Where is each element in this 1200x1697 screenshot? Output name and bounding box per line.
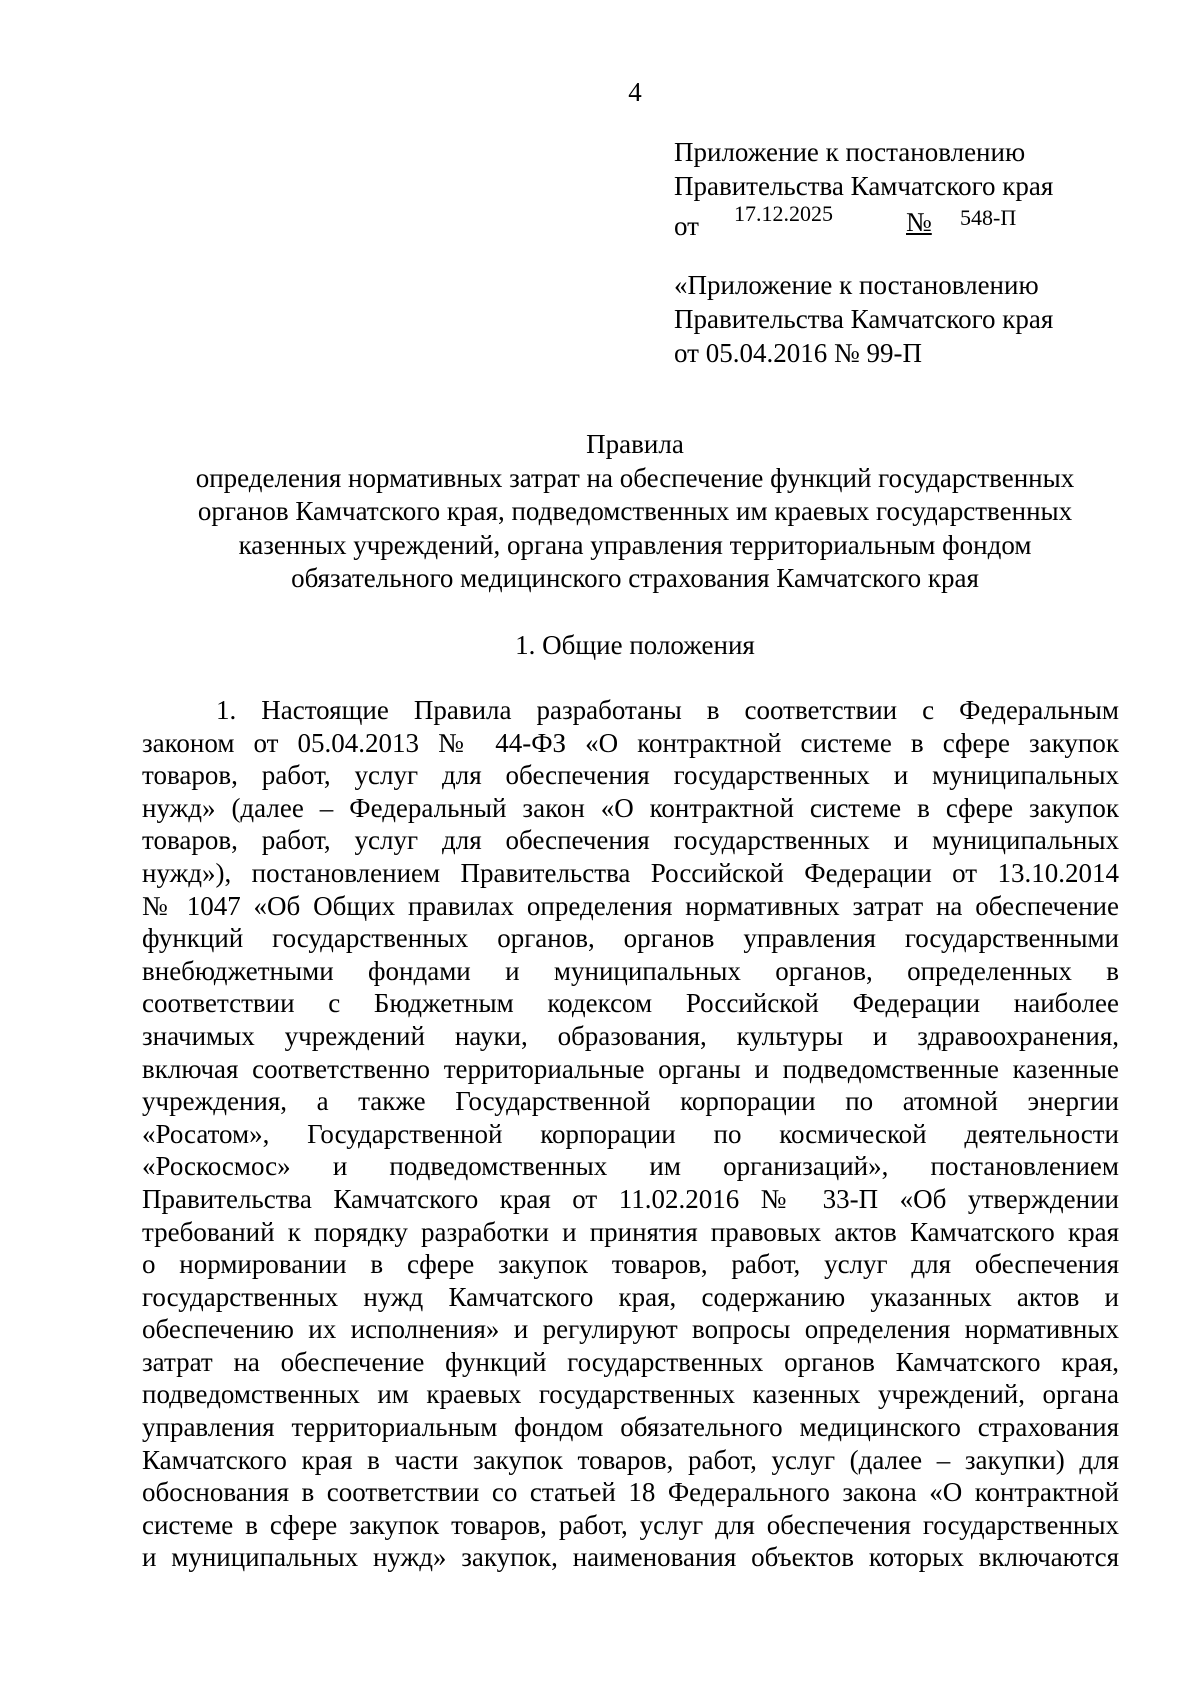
paragraph-line: учреждения, а также Государственной корпорации по атомной энергии [142,1086,1119,1117]
page-number: 4 [628,77,642,107]
paragraph-line: нужд» (далее – Федеральный закон «О контрактной системе в сфере закупок [142,792,1119,823]
section-heading: 1. Общие положения [515,630,755,660]
paragraph-line: товаров, работ, услуг для обеспечения государственных и муниципальных [142,760,1119,791]
appendix-line-1: Приложение к постановлению [674,137,1026,167]
paragraph-line: значимых учреждений науки, образования, культуры и здравоохранения, [142,1020,1119,1051]
appendix-number-label: № [906,207,932,237]
title-line: обязательного медицинского страхования Камчатского края [291,563,979,593]
original-appendix-line-3: от 05.04.2016 № 99-П [674,338,922,368]
paragraph-line: и муниципальных нужд» закупок, наименования объектов которых включаются [142,1542,1119,1573]
paragraph-line: Правительства Камчатского края от 11.02.2016 № 33-П «Об утверждении [142,1183,1119,1214]
appendix-date-number-row [674,203,1053,243]
paragraph-line: требований к порядку разработки и принятия правовых актов Камчатского края [142,1216,1119,1247]
paragraph-line: Камчатского края в части закупок товаров, работ, услуг (далее – закупки) для [142,1444,1119,1475]
paragraph-line: товаров, работ, услуг для обеспечения государственных и муниципальных [142,825,1119,856]
paragraph-line: функций государственных органов, органов управления государственными [142,923,1119,954]
paragraph-line: системе в сфере закупок товаров, работ, услуг для обеспечения государственных [142,1509,1119,1540]
original-appendix-header [674,268,1053,370]
paragraph-line: управления территориальным фондом обязательного медицинского страхования [142,1412,1119,1443]
title-line: органов Камчатского края, подведомственных им краевых государственных [197,496,1073,526]
paragraph-line: законом от 05.04.2013 № 44-ФЗ «О контрактной системе в сфере закупок [142,727,1119,758]
paragraph-line: соответствии с Бюджетным кодексом Российской Федерации наиболее [142,988,1119,1019]
title-heading: Правила [586,429,684,459]
appendix-date: 17.12.2025 [734,201,833,226]
paragraph-line: включая соответственно территориальные органы и подведомственные казенные [142,1053,1119,1084]
paragraph-line: «Росатом», Государственной корпорации по космической деятельности [142,1118,1119,1149]
paragraph-line: о нормировании в сфере закупок товаров, работ, услуг для обеспечения [142,1249,1119,1280]
paragraph-line: затрат на обеспечение функций государственных органов Камчатского края, [142,1346,1119,1377]
title-line: казенных учреждений, органа управления территориальным фондом [238,529,1032,560]
paragraph-line: обеспечению их исполнения» и регулируют вопросы определения нормативных [142,1314,1119,1345]
original-appendix-line-1: «Приложение к постановлению [674,270,1039,300]
paragraph-line: государственных нужд Камчатского края, содержанию указанных актов и [142,1281,1119,1312]
paragraph-line: внебюджетными фондами и муниципальных органов, определенных в [142,955,1119,986]
appendix-line-2: Правительства Камчатского края [674,171,1054,201]
paragraph-line: нужд»), постановлением Правительства Российской Федерации от 13.10.2014 [142,857,1119,888]
paragraph-line: подведомственных им краевых государственных казенных учреждений, органа [142,1379,1119,1410]
appendix-header [674,135,1053,243]
paragraph-line: обоснования в соответствии со статьей 18 Федерального закона «О контрактной [142,1477,1119,1508]
appendix-number: 548-П [960,205,1017,230]
title-line: определения нормативных затрат на обеспечение функций государственных [195,462,1075,493]
paragraph-line: № 1047 «Об Общих правилах определения нормативных затрат на обеспечение [142,890,1119,921]
appendix-ot-label: от [674,211,699,241]
document-title [130,428,1140,596]
original-appendix-line-2: Правительства Камчатского края [674,304,1054,334]
paragraph-line: «Роскосмос» и подведомственных им организаций», постановлением [142,1151,1119,1182]
paragraph-line: 1. Настоящие Правила разработаны в соответствии с Федеральным [216,695,1119,725]
paragraph-1 [142,694,1119,1574]
